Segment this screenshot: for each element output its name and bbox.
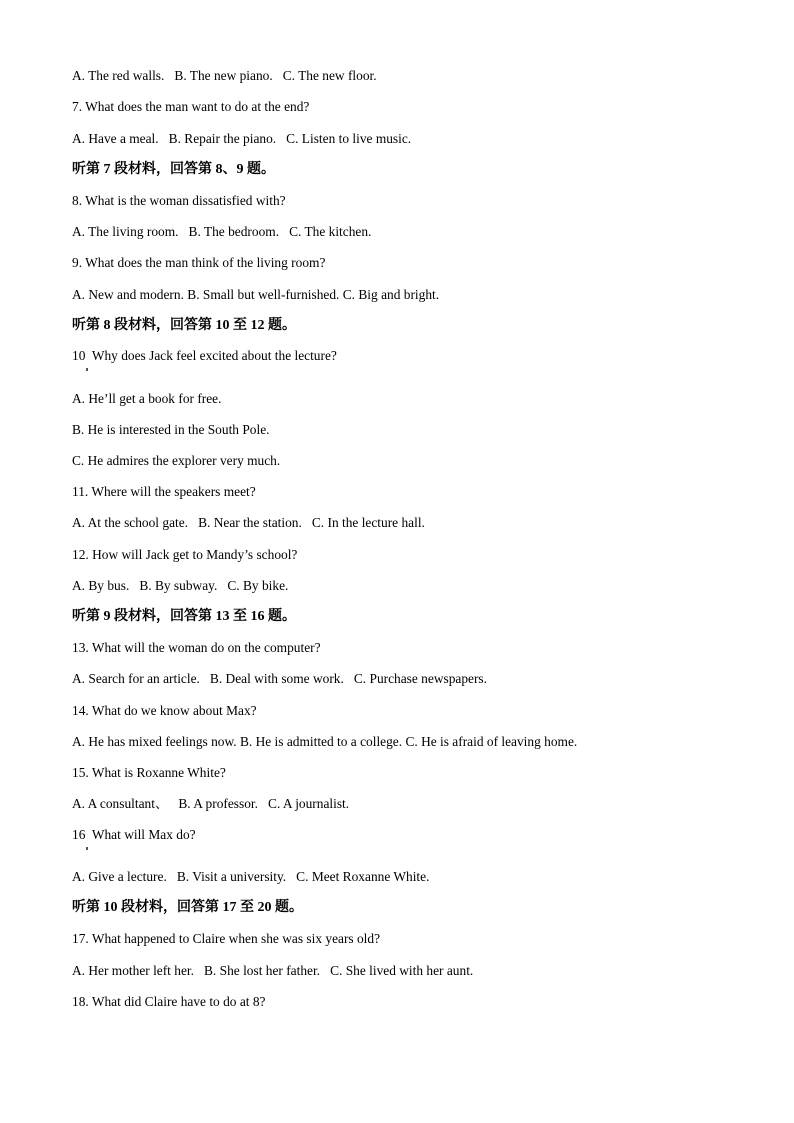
q7-options: A. Have a meal. B. Repair the piano. C. Listen to live music.	[72, 131, 412, 146]
section-7-heading: 听第 7 段材料，回答第 8、9 题。	[72, 162, 275, 177]
q6-options: A. The red walls. B. The new piano. C. The new floor.	[72, 68, 377, 83]
q12-question: 12. How will Jack get to Mandy’s school?	[72, 547, 298, 562]
q8-options: A. The living room. B. The bedroom. C. The kitchen.	[72, 224, 372, 239]
q13-question: 13. What will the woman do on the computer?	[72, 640, 321, 655]
q10-option-b: B. He is interested in the South Pole.	[72, 422, 270, 437]
q10-option-c: C. He admires the explorer very much.	[72, 453, 281, 468]
q11-question: 11. Where will the speakers meet?	[72, 484, 256, 499]
q14-question: 14. What do we know about Max?	[72, 703, 257, 718]
stray-mark	[86, 847, 88, 850]
q9-question: 9. What does the man think of the living room?	[72, 255, 326, 270]
section-8-heading: 听第 8 段材料，回答第 10 至 12 题。	[72, 318, 296, 333]
q18-question: 18. What did Claire have to do at 8?	[72, 994, 266, 1009]
q16-options: A. Give a lecture. B. Visit a university. C. Meet Roxanne White.	[72, 869, 430, 884]
q13-options: A. Search for an article. B. Deal with some work. C. Purchase newspapers.	[72, 671, 487, 686]
q15-question: 15. What is Roxanne White?	[72, 765, 226, 780]
section-10-heading: 听第 10 段材料，回答第 17 至 20 题。	[72, 900, 303, 915]
q9-options: A. New and modern. B. Small but well-furnished. C. Big and bright.	[72, 287, 440, 302]
q7-question: 7. What does the man want to do at the end?	[72, 99, 310, 114]
q12-options: A. By bus. B. By subway. C. By bike.	[72, 578, 289, 593]
q17-options: A. Her mother left her. B. She lost her father. C. She lived with her aunt.	[72, 963, 474, 978]
q15-options: A. A consultant、 B. A professor. C. A journalist.	[72, 796, 350, 811]
q17-question: 17. What happened to Claire when she was six years old?	[72, 931, 381, 946]
section-9-heading: 听第 9 段材料，回答第 13 至 16 题。	[72, 609, 296, 624]
q14-options: A. He has mixed feelings now. B. He is admitted to a college. C. He is afraid of leaving home.	[72, 734, 578, 749]
q11-options: A. At the school gate. B. Near the station. C. In the lecture hall.	[72, 515, 425, 530]
q8-question: 8. What is the woman dissatisfied with?	[72, 193, 286, 208]
q16-question: 16 What will Max do?	[72, 827, 196, 842]
stray-mark	[86, 368, 88, 371]
q10-option-a: A. He’ll get a book for free.	[72, 391, 222, 406]
q10-question: 10 Why does Jack feel excited about the lecture?	[72, 348, 337, 363]
